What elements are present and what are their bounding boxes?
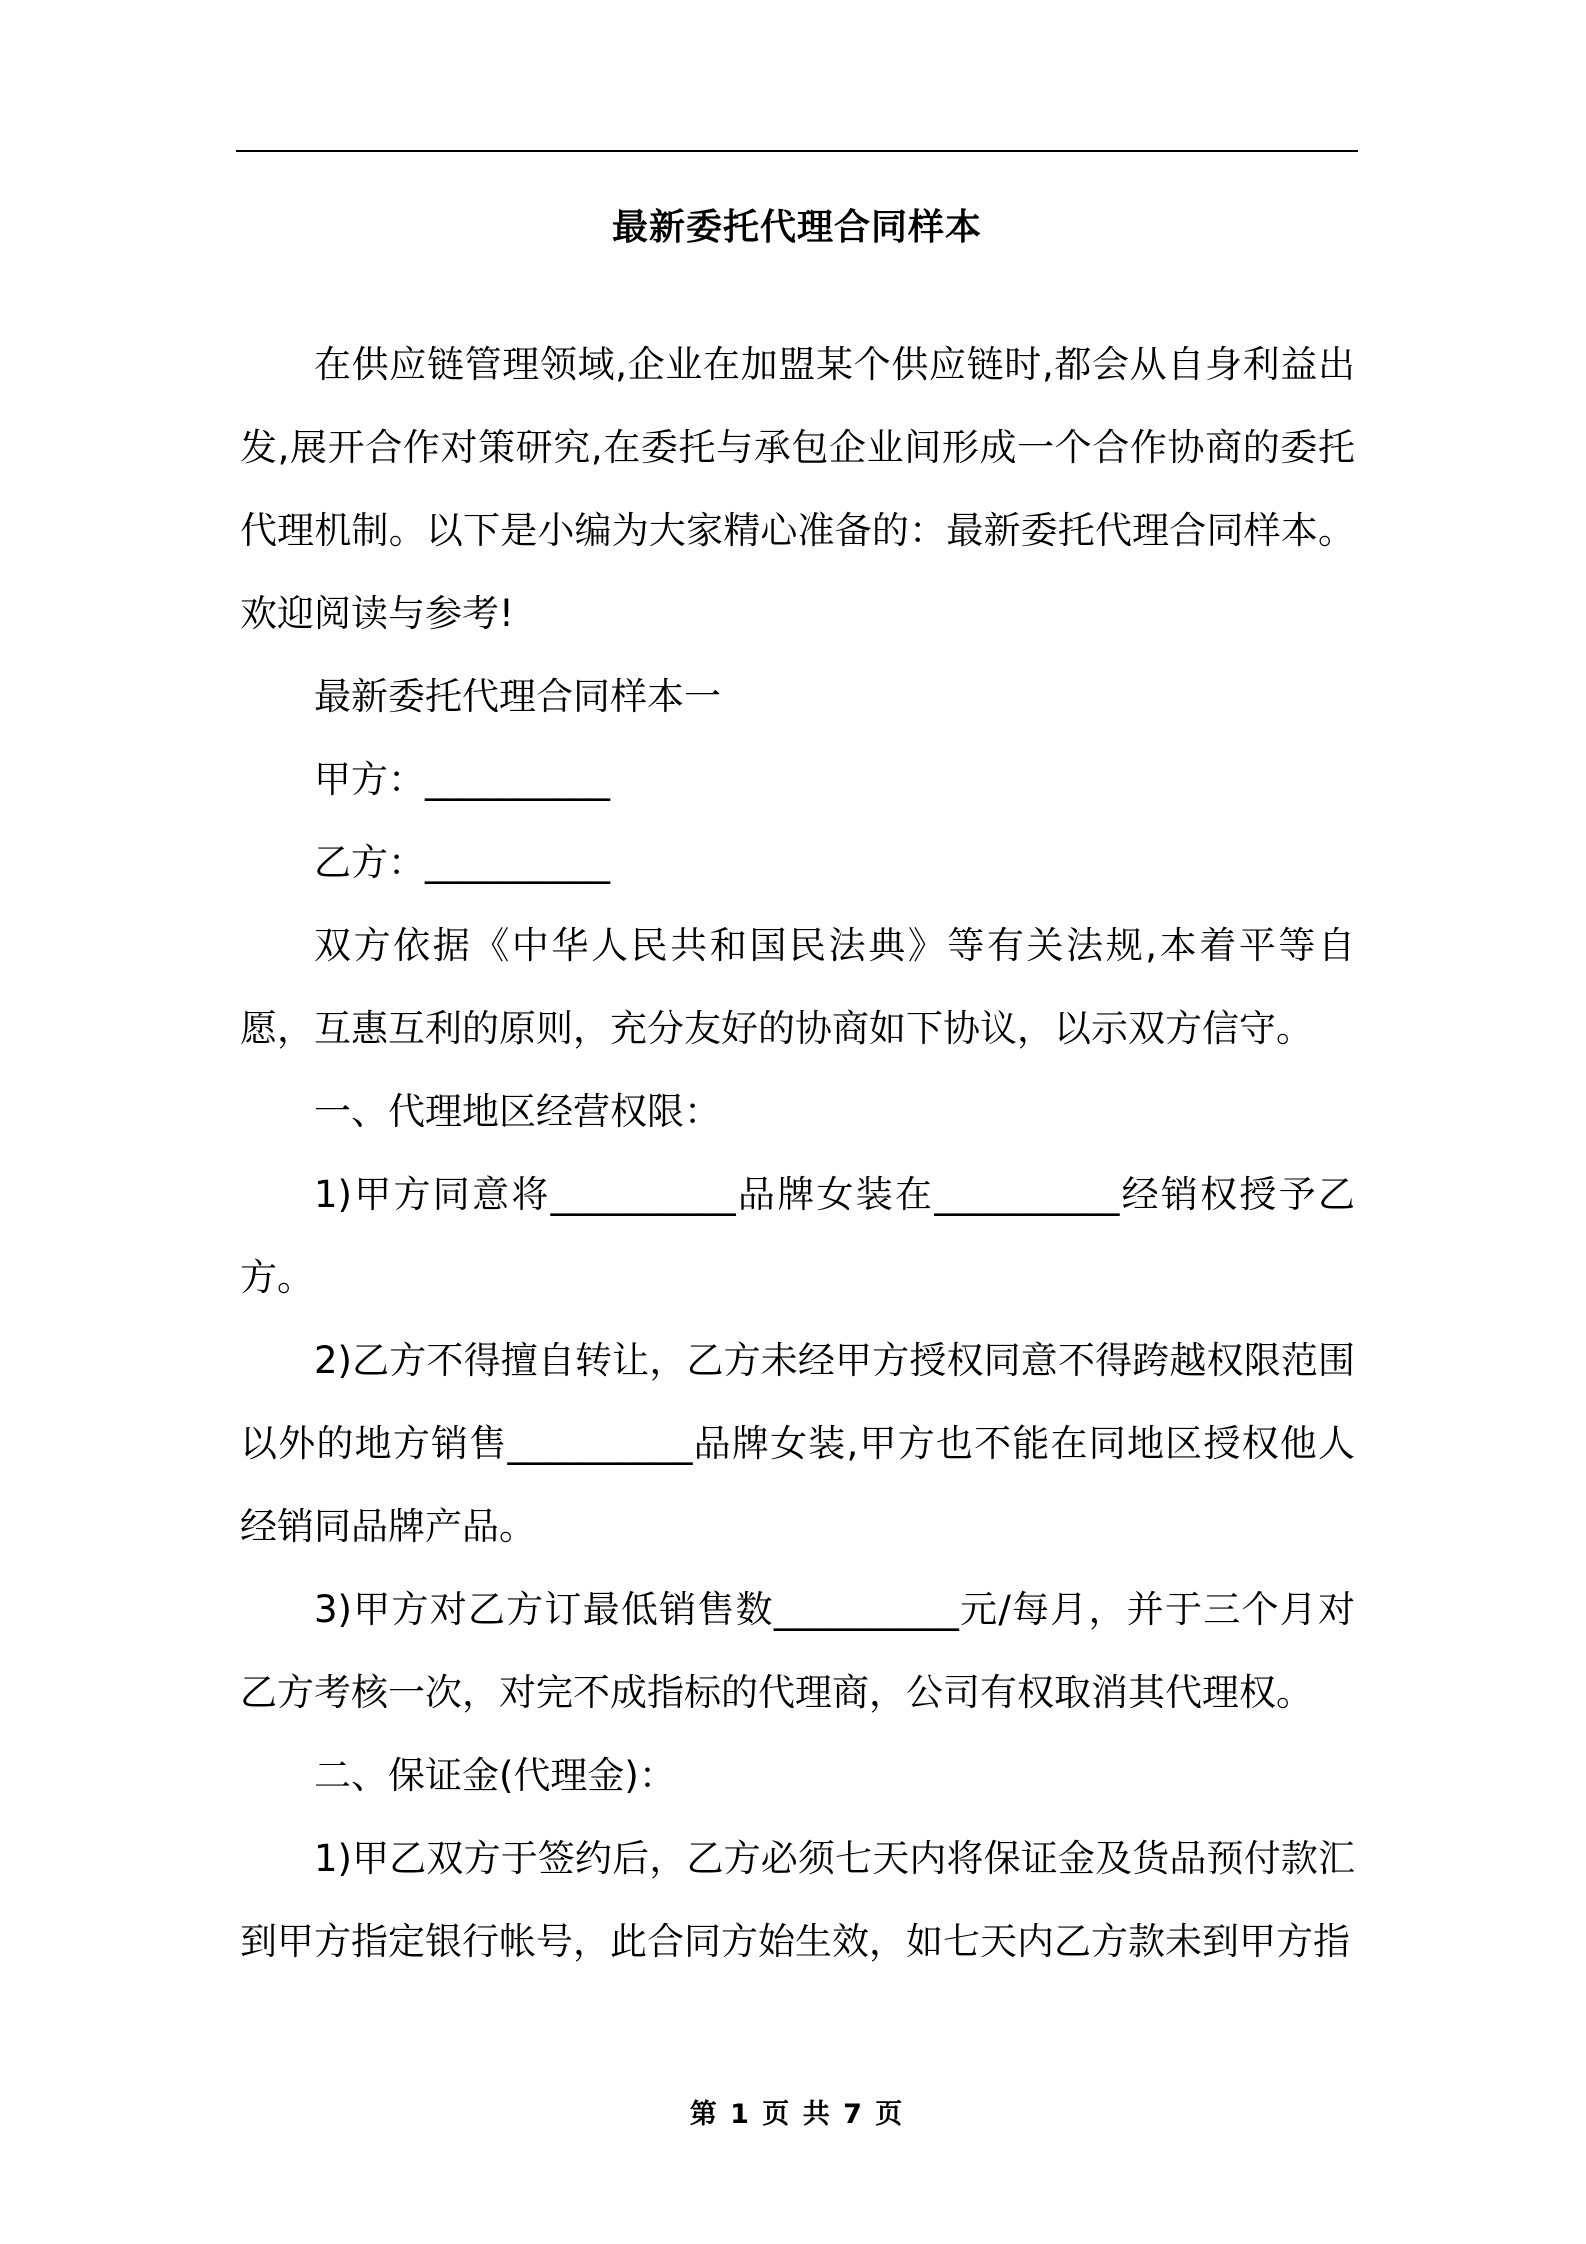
section-heading-territory-rights: 一、代理地区经营权限： (314, 1090, 721, 1133)
page-footer: 第 1 页 共 7 页 (689, 2099, 905, 2130)
clause-1-1: 1)甲方同意将__________品牌女装在__________经销权授予乙方。 (240, 1173, 1355, 1299)
agreement-basis-paragraph: 双方依据《中华人民共和国民法典》等有关法规,本着平等自愿，互惠互利的原则，充分友好的协商如下协议，以示双方信守。 (240, 924, 1355, 1050)
clause-1-3: 3)甲方对乙方订最低销售数__________元/每月，并于三个月对乙方考核一次，对完不成指标的代理商，公司有权取消其代理权。 (240, 1588, 1355, 1714)
party-a-line: 甲方：__________ (314, 758, 610, 801)
clause-2-1: 1)甲乙双方于签约后，乙方必须七天内将保证金及货品预付款汇到甲方指定银行帐号，此合同方始生效，如七天内乙方款未到甲方指 (240, 1837, 1355, 1963)
clause-1-2: 2)乙方不得擅自转让，乙方未经甲方授权同意不得跨越权限范围以外的地方销售__________品牌女装,甲方也不能在同地区授权他人经销同品牌产品。 (240, 1339, 1355, 1548)
header-rule (236, 150, 1358, 152)
section-heading-sample-one: 最新委托代理合同样本一 (314, 675, 721, 718)
section-heading-deposit: 二、保证金(代理金)： (314, 1754, 676, 1797)
party-b-line: 乙方：__________ (314, 841, 610, 884)
document-title: 最新委托代理合同样本 (611, 207, 982, 248)
intro-paragraph: 在供应链管理领域,企业在加盟某个供应链时,都会从自身利益出发,展开合作对策研究,在委托与承包企业间形成一个合作协商的委托代理机制。以下是小编为大家精心准备的：最新委托代理合同样本。欢迎阅读与参考! (240, 343, 1355, 635)
document-body (240, 323, 1355, 1983)
